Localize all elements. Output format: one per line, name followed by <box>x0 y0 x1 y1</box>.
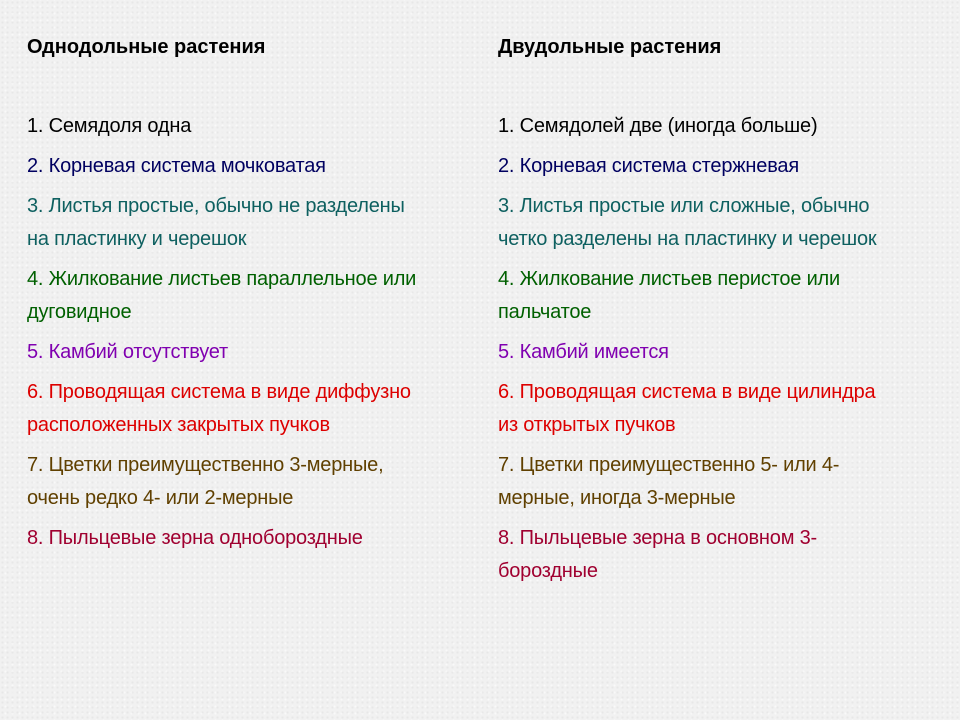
monocot-item-2 <box>27 150 477 183</box>
dicot-item-7-line-2: мерные, иногда 3-мерные <box>498 487 736 509</box>
monocot-heading: Однодольные растения <box>27 36 266 58</box>
dicot-item-8-line-2: бороздные <box>498 560 598 582</box>
dicot-item-6-line-2: из открытых пучков <box>498 414 676 436</box>
monocot-item-6 <box>27 376 477 442</box>
monocot-item-3-line-1: 3. Листья простые, обычно не разделены <box>27 195 405 217</box>
monocot-item-3 <box>27 190 477 256</box>
monocot-item-8 <box>27 522 477 555</box>
dicot-item-7-line-1: 7. Цветки преимущественно 5- или 4- <box>498 454 840 476</box>
dicot-item-2 <box>498 150 948 183</box>
monocot-item-5 <box>27 336 477 369</box>
dicot-item-4-line-1: 4. Жилкование листьев перистое или <box>498 268 840 290</box>
monocot-item-3-line-2: на пластинку и черешок <box>27 228 247 250</box>
dicot-item-6-line-1: 6. Проводящая система в виде цилиндра <box>498 381 876 403</box>
dicot-item-8 <box>498 522 948 588</box>
monocot-item-4-line-2: дуговидное <box>27 301 132 323</box>
dicot-item-5-line-1: 5. Камбий имеется <box>498 341 669 363</box>
dicot-heading: Двудольные растения <box>498 36 722 58</box>
dicot-item-4 <box>498 263 948 329</box>
monocot-item-7 <box>27 449 477 515</box>
dicot-item-7 <box>498 449 948 515</box>
monocot-item-6-line-2: расположенных закрытых пучков <box>27 414 330 436</box>
monocot-column <box>27 34 477 562</box>
dicot-column <box>498 34 948 595</box>
monocot-item-1-line-1: 1. Семядоля одна <box>27 115 192 137</box>
monocot-item-6-line-1: 6. Проводящая система в виде диффузно <box>27 381 411 403</box>
monocot-item-4 <box>27 263 477 329</box>
dicot-item-3-line-2: четко разделены на пластинку и черешок <box>498 228 877 250</box>
monocot-item-5-line-1: 5. Камбий отсутствует <box>27 341 228 363</box>
dicot-item-6 <box>498 376 948 442</box>
dicot-item-3-line-1: 3. Листья простые или сложные, обычно <box>498 195 870 217</box>
monocot-item-4-line-1: 4. Жилкование листьев параллельное или <box>27 268 417 290</box>
dicot-item-2-line-1: 2. Корневая система стержневая <box>498 155 799 177</box>
dicot-item-1-line-1: 1. Семядолей две (иногда больше) <box>498 115 818 137</box>
monocot-item-2-line-1: 2. Корневая система мочковатая <box>27 155 326 177</box>
monocot-item-7-line-1: 7. Цветки преимущественно 3-мерные, <box>27 454 384 476</box>
monocot-item-7-line-2: очень редко 4- или 2-мерные <box>27 487 294 509</box>
monocot-item-1 <box>27 110 477 143</box>
dicot-item-3 <box>498 190 948 256</box>
dicot-item-1 <box>498 110 948 143</box>
dicot-item-8-line-1: 8. Пыльцевые зерна в основном 3- <box>498 527 817 549</box>
dicot-item-4-line-2: пальчатое <box>498 301 592 323</box>
dicot-item-5 <box>498 336 948 369</box>
monocot-item-8-line-1: 8. Пыльцевые зерна однобороздные <box>27 527 363 549</box>
